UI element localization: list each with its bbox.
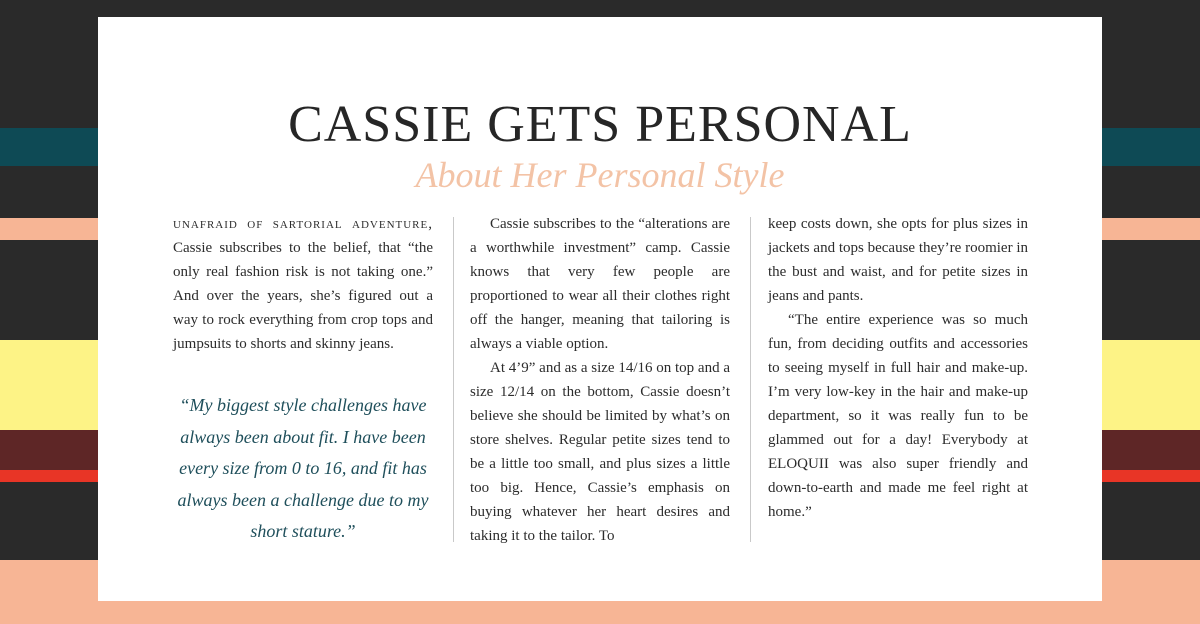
- article-subtitle: About Her Personal Style: [415, 155, 785, 195]
- column-divider-2: [750, 217, 751, 542]
- article-card: [98, 17, 1102, 601]
- column-2: [470, 212, 730, 548]
- lead-in-text: unafraid of sartorial adventure,: [173, 216, 433, 232]
- article-title: CASSIE GETS PERSONAL: [288, 96, 912, 153]
- pull-quote: “My biggest style challenges have always been about fit. I have been every size from 0 to 16, and fit has always been a challenge due to my short stature.”: [177, 395, 429, 541]
- column-2-paragraph-2: At 4’9” and as a size 14/16 on top and a size 12/14 on the bottom, Cassie doesn’t believe she should be limited by what’s on store shelves. Regular petite sizes tend to be a little too small, and plus sizes a little too big. Hence, Cassie’s emphasis on buying whatever her heart desires and taking it to the tailor. To: [470, 360, 730, 544]
- column-1-body: Cassie subscribes to the belief, that “the only real fashion risk is not taking one.” And over the years, she’s figured out a way to rock everything from crop tops and jumpsuits to shorts and skinny jeans.: [173, 240, 433, 352]
- column-divider-1: [453, 217, 454, 542]
- column-3: [768, 212, 1028, 524]
- column-1: [173, 212, 433, 356]
- column-1-paragraph: [173, 212, 433, 356]
- column-3-paragraph-2: “The entire experience was so much fun, from deciding outfits and accessories to seeing myself in full hair and make-up. I’m very low-key in the hair and make-up department, so it was really fun to be glammed out for a day! Everybody at ELOQUII was also super friendly and down-to-earth and made me feel right at home.”: [768, 312, 1028, 520]
- column-3-paragraph-1: keep costs down, she opts for plus sizes in jackets and tops because they’re roomier in the bust and waist, and for petite sizes in jeans and pants.: [768, 216, 1028, 304]
- column-2-paragraph-1: Cassie subscribes to the “alterations are a worthwhile investment” camp. Cassie knows that very few people are proportioned to wear all their clothes right off the hanger, meaning that tailoring is always a viable option.: [470, 216, 730, 352]
